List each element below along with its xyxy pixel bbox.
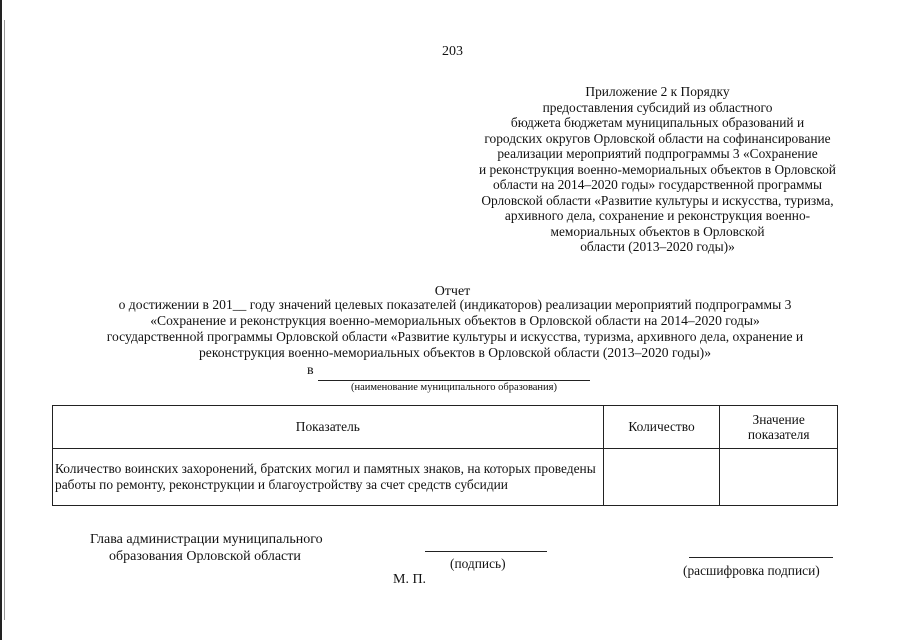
- decode-caption: (расшифровка подписи): [683, 563, 820, 578]
- table-header-row: [53, 406, 838, 449]
- appendix-line: Приложение 2 к Порядку: [585, 84, 730, 99]
- appendix-line: бюджета бюджетам муниципальных образований и: [510, 115, 805, 130]
- signature-blank-line: [425, 551, 547, 552]
- header-value: Значение показателя: [720, 406, 838, 449]
- head-title-line: образования Орловской области: [109, 549, 301, 564]
- report-subtitle: [40, 297, 870, 361]
- head-title-line: Глава администрации муниципального: [90, 532, 323, 547]
- appendix-line: городских округов Орловской области на софинансирование: [484, 130, 831, 146]
- appendix-line: области (2013–2020 годы)»: [580, 239, 735, 254]
- appendix-line: реализации мероприятий подпрограммы 3 «Сохранение: [497, 146, 818, 161]
- appendix-line: и реконструкция военно-мемориальных объектов в Орловской: [479, 161, 836, 177]
- municipality-blank-line: [318, 380, 590, 381]
- scan-edge: [0, 0, 2, 640]
- signature-caption: (подпись): [450, 556, 506, 571]
- appendix-line: мемориальных объектов в Орловской: [550, 223, 765, 239]
- indicators-table: [52, 405, 838, 506]
- appendix-line: предоставления субсидий из областного: [542, 99, 773, 115]
- report-subtitle-line: реконструкция военно-мемориальных объектов в Орловской области (2013–2020 годы)»: [199, 345, 711, 360]
- stamp-placeholder: М. П.: [393, 572, 427, 587]
- cell-indicator: Количество воинских захоронений, братских могил и памятных знаков, на которых проведены работы по ремонту, реконструкции и благоустройству за счет средств субсидии: [53, 449, 604, 506]
- report-subtitle-line: государственной программы Орловской области «Развитие культуры и искусства, туризма, архивного дела, охранение и: [106, 329, 804, 344]
- decode-blank-line: [689, 557, 833, 558]
- header-indicator: Показатель: [53, 406, 604, 449]
- page-number: 203: [442, 44, 463, 59]
- appendix-line: архивного дела, сохранение и реконструкция военно-: [504, 208, 811, 223]
- report-title: Отчет: [434, 284, 471, 299]
- appendix-line: области на 2014–2020 годы» государственной программы: [493, 177, 822, 192]
- appendix-header: [430, 84, 885, 255]
- table-row: [53, 449, 838, 506]
- municipality-caption: (наименование муниципального образования): [350, 382, 558, 393]
- header-quantity: Количество: [603, 406, 720, 449]
- cell-value: [720, 449, 838, 506]
- appendix-line: Орловской области «Развитие культуры и искусства, туризма,: [481, 192, 834, 208]
- cell-quantity: [603, 449, 720, 506]
- report-subtitle-line: «Сохранение и реконструкция военно-мемориальных объектов в Орловской области на 2014–2020 годы»: [150, 313, 760, 328]
- scan-edge-shadow: [4, 20, 5, 620]
- in-prefix: в: [307, 363, 314, 378]
- report-subtitle-line: о достижении в 201__ году значений целевых показателей (индикаторов) реализации мероприятий подпрограммы 3: [118, 297, 792, 312]
